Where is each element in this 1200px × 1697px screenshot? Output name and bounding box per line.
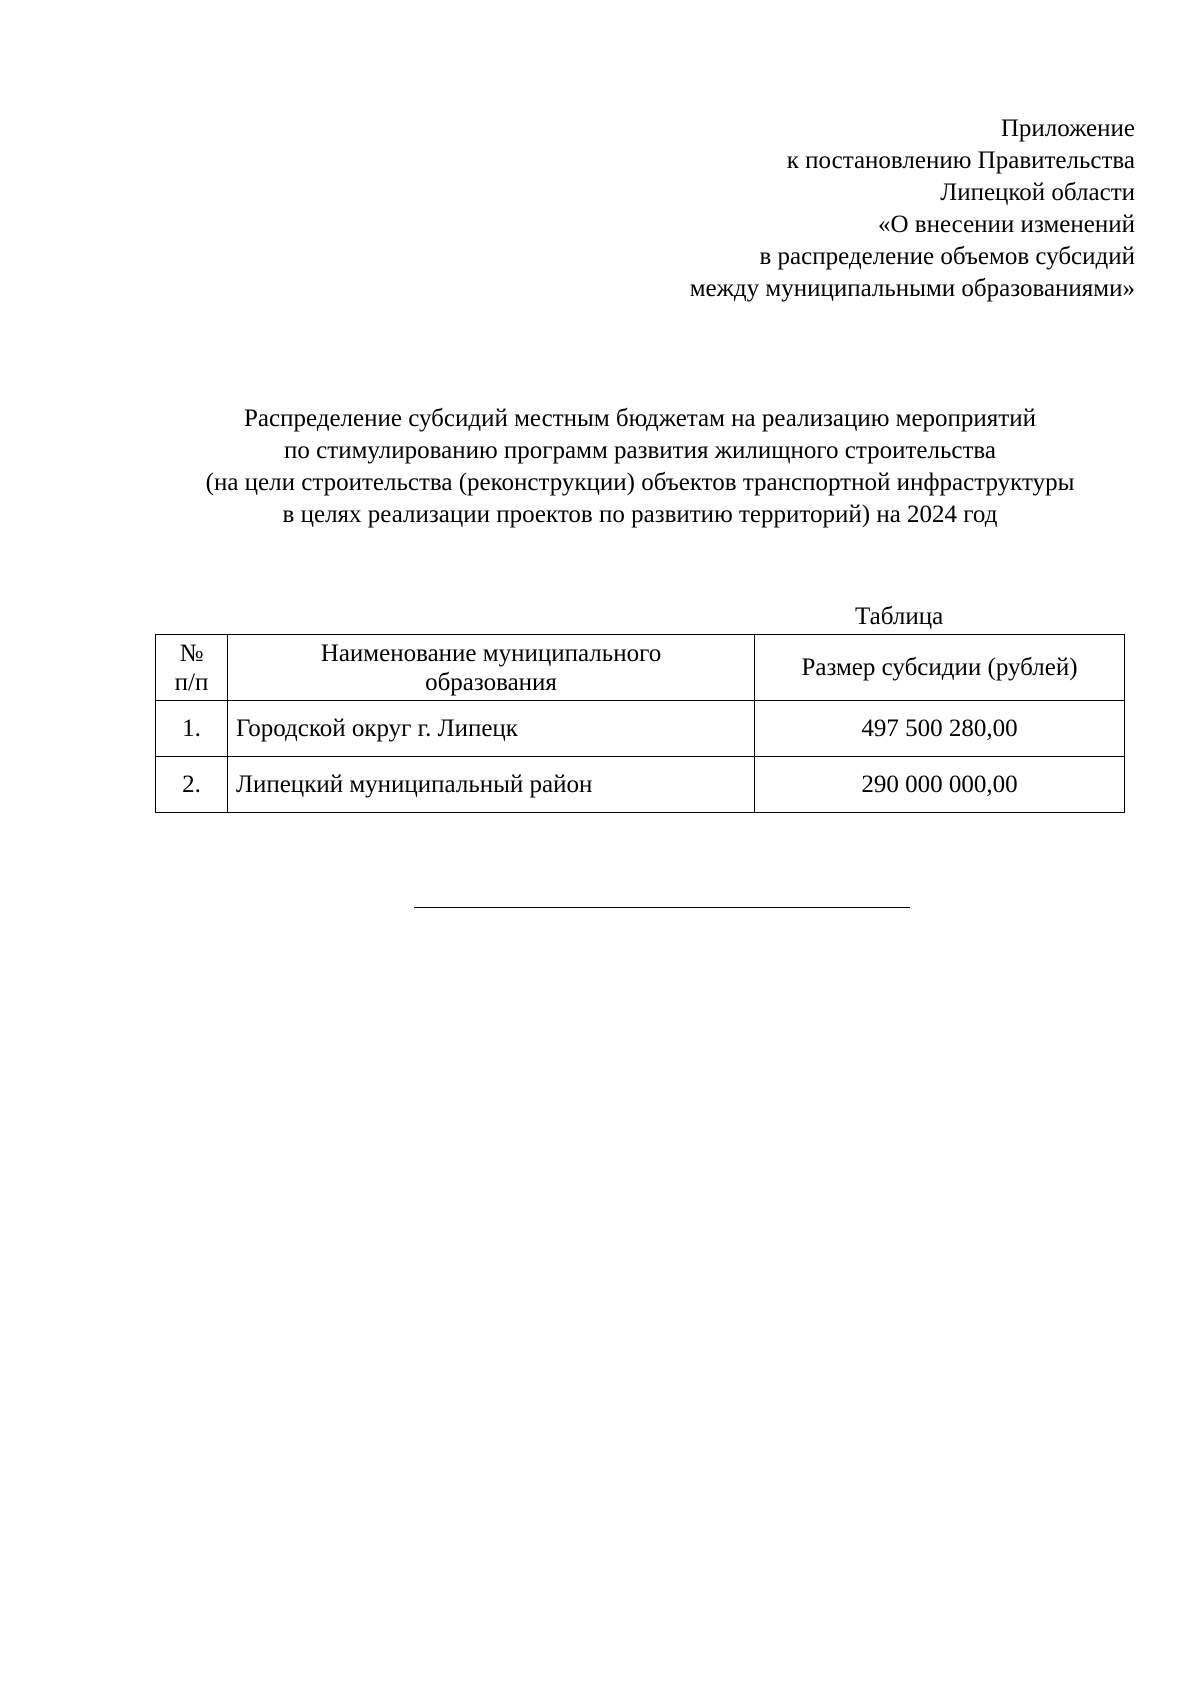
appendix-line: в распределение объемов субсидий [759,243,1135,270]
title-line: (на цели строительства (реконструкции) объектов транспортной инфраструктуры [205,469,1075,496]
appendix-line: к постановлению Правительства [786,147,1135,174]
appendix-line: «О внесении изменений [877,211,1135,238]
header-amount: Размер субсидии (рублей) [755,635,1125,701]
document-title [100,403,1180,531]
header-municipality [228,635,755,701]
header-number [156,635,228,701]
header-number-line2: п/п [174,668,209,696]
header-number-line1: № [179,639,204,667]
row-amount: 290 000 000,00 [755,757,1125,813]
appendix-line: между муниципальными образованиями» [689,275,1135,302]
row-amount: 497 500 280,00 [755,701,1125,757]
header-municipality-line1: Наименование муниципального [320,639,662,667]
table-label: Таблица [855,603,944,630]
row-number: 2. [156,757,228,813]
row-municipality: Липецкий муниципальный район [228,757,755,813]
subsidy-table [155,634,1125,813]
table-row [156,701,1125,757]
title-line: в целях реализации проектов по развитию территорий) на 2024 год [282,501,998,528]
appendix-line: Липецкой области [940,179,1135,206]
row-municipality: Городской округ г. Липецк [228,701,755,757]
appendix-line: Приложение [1000,115,1135,142]
appendix-block [690,113,1135,305]
row-number: 1. [156,701,228,757]
table-header-row [156,635,1125,701]
title-line: по стимулированию программ развития жилищного строительства [284,437,996,464]
closing-rule [414,907,910,908]
title-line: Распределение субсидий местным бюджетам на реализацию мероприятий [244,405,1036,432]
header-municipality-line2: образования [425,668,557,696]
table-row [156,757,1125,813]
